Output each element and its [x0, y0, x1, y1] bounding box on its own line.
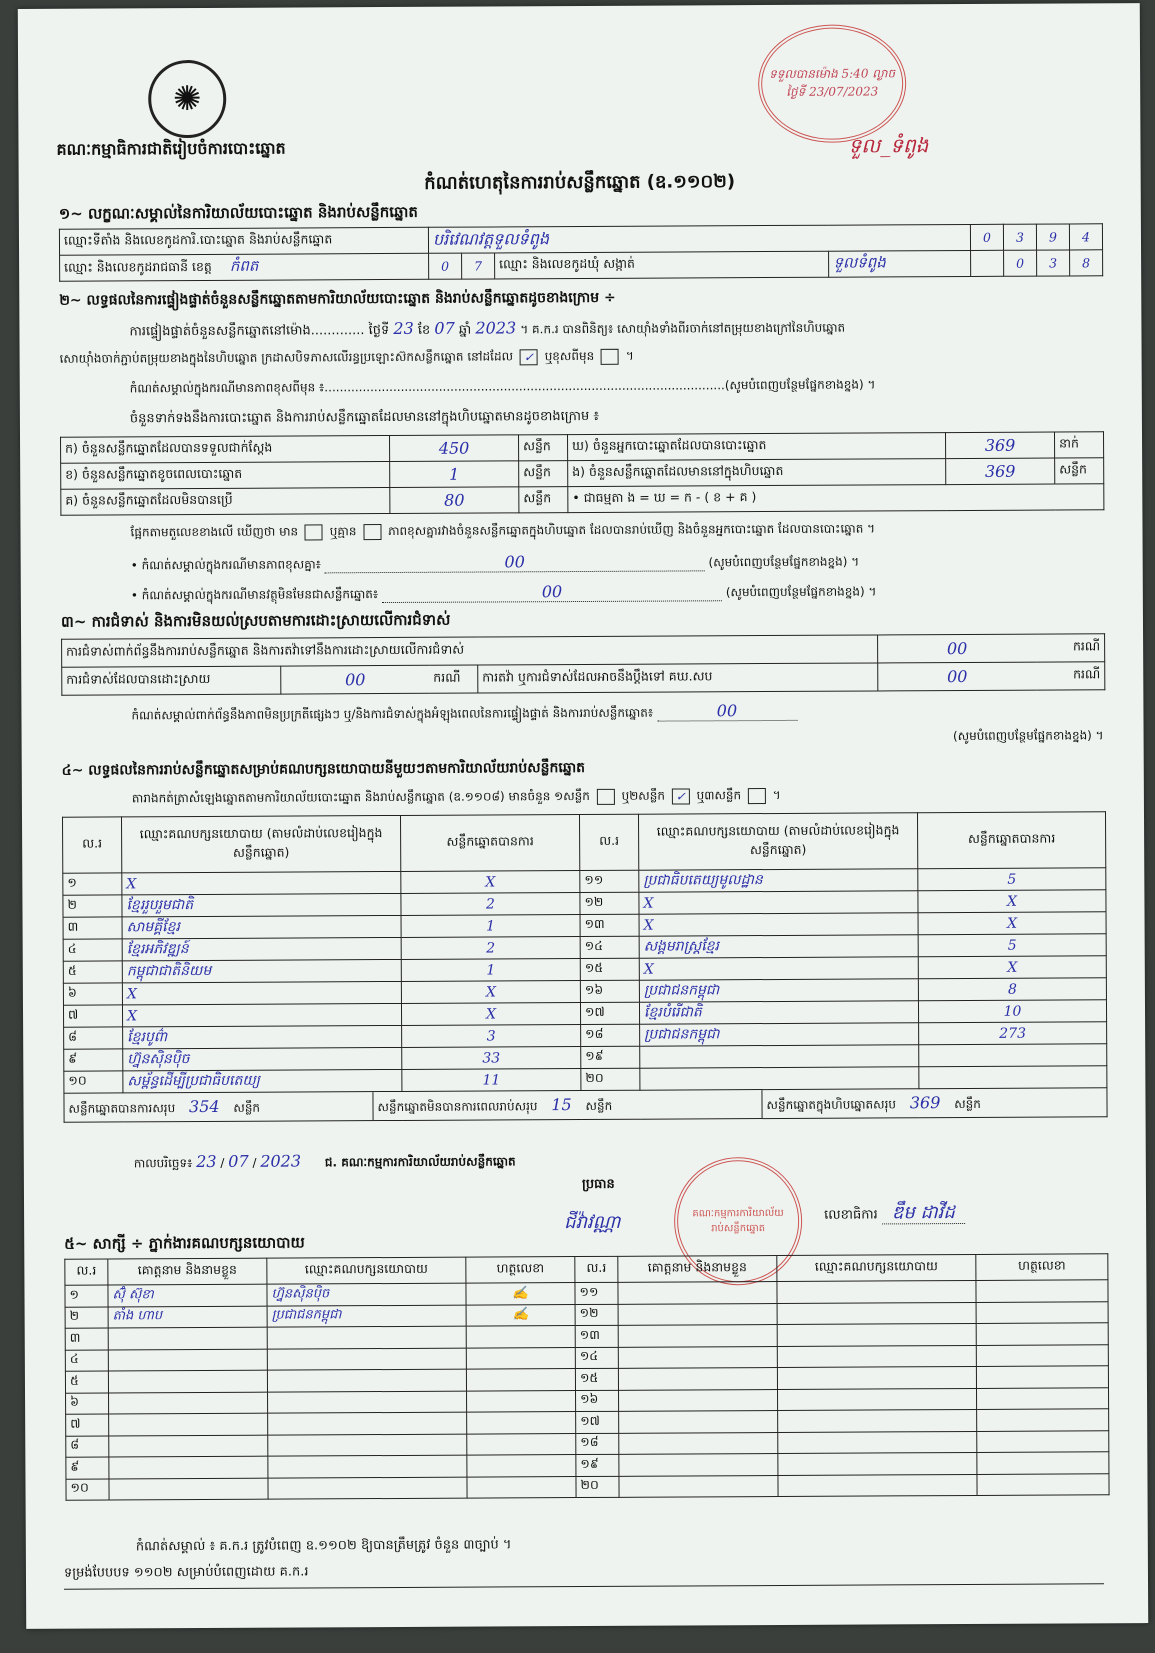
count-label: ខ) ចំនួនសន្លឹកឆ្នោតខូចពេលបោះឆ្នោត: [61, 462, 390, 490]
chair-label: ប្រធាន: [581, 1176, 615, 1193]
count-value: 450: [390, 435, 519, 462]
two-sheets-checkbox[interactable]: ✓: [672, 788, 690, 804]
witness-signature: [977, 1452, 1109, 1474]
count-unit: សន្លឹក: [519, 435, 568, 461]
witness-name: [619, 1389, 778, 1411]
party-no: ៣: [63, 917, 122, 939]
difference-note: [131, 551, 860, 576]
col-name: គោត្តនាម និងនាមខ្លួន: [108, 1258, 267, 1285]
witness-name: [109, 1392, 268, 1414]
totals-row: [64, 1088, 1107, 1122]
resolved-label: ការជំទាស់ដែលបានដោះស្រាយ: [62, 666, 281, 695]
witness-no: ១៩: [576, 1454, 619, 1476]
witness-signature: [466, 1369, 575, 1391]
witness-party: [267, 1348, 466, 1371]
party-votes: 1: [401, 959, 580, 982]
total-valid-label: សន្លឹកឆ្នោតបានការសរុប: [68, 1101, 176, 1116]
witness-no: ៩: [66, 1457, 109, 1479]
party-no: ១២: [580, 892, 639, 914]
witness-no: ១៤: [575, 1347, 618, 1369]
commune-name: ទួលទំពូង: [829, 250, 971, 277]
section2-heading: ២~ លទ្ធផលនៃការផ្ទៀងផ្ទាត់ចំនួនសន្លឹកឆ្នោតតាមការិយាល័យបោះឆ្នោត និងរាប់សន្លឹកឆ្នោតដូចខាងក្រោម ÷: [59, 289, 616, 309]
receipt-note: ទួល_ទំពូង: [848, 133, 929, 158]
verification-line-1c: ឆ្នាំ: [458, 322, 472, 338]
footer-divider: [64, 1583, 1104, 1589]
party-votes: X: [401, 981, 580, 1004]
verification-line-2-text: សោយ៉ាំងចាក់ភ្ជាប់តម្រុយខាងក្នុងនៃហិបឆ្នោត ក្រដាសបិទភាសលើរន្ធប្រឡោះស៊កសន្លឹកឆ្នោត នៅដដែល: [59, 349, 514, 366]
count-value: 1: [390, 461, 519, 488]
count-unit: សន្លឹក: [1055, 458, 1104, 484]
count-unit: សន្លឹក: [519, 487, 568, 513]
witness-signature: [467, 1390, 576, 1412]
party-votes: [919, 1066, 1107, 1089]
witness-name: [109, 1478, 268, 1500]
date-day: 23: [196, 1151, 217, 1172]
party-votes: X: [401, 871, 580, 894]
station-id-table: [59, 223, 1103, 281]
commune-code-digit: 8: [1070, 250, 1103, 276]
compare-text-c: ភាពខុសគ្នារវាងចំនួនសន្លឹកឆ្នោតក្នុងហិបឆ្នោត ដែលបានរាប់ឃើញ និងចំនួនអ្នកបោះឆ្នោត ដែលបានបោះឆ្នោត ។: [388, 521, 876, 539]
witness-signature: ✍: [466, 1304, 575, 1326]
count-label: គ) ចំនួនសន្លឹកឆ្នោតដែលមិនបានប្រើ: [61, 488, 390, 516]
witness-party: [777, 1345, 976, 1368]
party-name: X: [122, 981, 401, 1004]
secretary: [824, 1200, 965, 1228]
footer-note: កំណត់សម្គាល់ ៖ គ.ក.រ ត្រូវបំពេញ ឧ.១១០២ ឱ្យបានត្រឹមត្រូវ ចំនួន ៣ច្បាប់ ។: [135, 1537, 512, 1555]
witness-signature: [976, 1366, 1108, 1388]
resolved-value: 00: [281, 665, 430, 694]
party-no: ១៤: [580, 936, 639, 958]
formula-note: • ជាធម្មតា ង = ឃ = ក - ( ខ + គ ): [568, 484, 1104, 513]
party-name: X: [639, 913, 918, 936]
witness-name: [108, 1349, 267, 1371]
witness-party: ប្រជាជនកម្ពុជា: [267, 1305, 466, 1328]
province-label: [60, 253, 429, 281]
witness-party: [268, 1412, 467, 1435]
witness-no: ៨: [66, 1435, 109, 1457]
compare-text-a: ផ្អែកតាមតួលេខខាងលើ ឃើញថា មាន: [130, 524, 299, 540]
party-name: X: [122, 1003, 401, 1026]
witness-name: [108, 1327, 267, 1349]
party-name: កម្ពុជាជាតិនិយម: [122, 959, 401, 982]
party-no: ១០: [64, 1071, 123, 1093]
count-intro-line: ចំនួនទាក់ទងនឹងការបោះឆ្នោត និងការរាប់សន្លឹកឆ្នោតដែលមាននៅក្នុងហិបឆ្នោតមានដូចខាងក្រោម ៖: [129, 408, 600, 427]
count-unit: នាក់: [1054, 432, 1103, 458]
witness-name: [618, 1281, 777, 1303]
witness-signature: [977, 1430, 1109, 1452]
verification-line-1a: ការផ្ទៀងផ្ទាត់ចំនួនសន្លឹកឆ្នោតនៅម៉ោង............. ថ្ងៃទី: [129, 323, 390, 340]
col-no: ល.រ: [579, 814, 638, 870]
irregularity-note: [131, 701, 797, 725]
witness-table: [64, 1253, 1109, 1500]
party-no: ៥: [63, 961, 122, 983]
total-valid-value: 354: [188, 1096, 220, 1117]
party-results-table: [62, 811, 1108, 1122]
ballot-count-form: [18, 3, 1148, 1629]
irregularity-value: 00: [716, 701, 738, 721]
witness-signature: [976, 1301, 1108, 1323]
witness-signature: [977, 1473, 1109, 1495]
witness-signature: [976, 1280, 1108, 1302]
col-no: ល.រ: [62, 817, 121, 873]
difference-note-value: 00: [504, 552, 525, 572]
witness-signature: [977, 1409, 1109, 1431]
station-code-digit: 4: [1069, 224, 1102, 250]
col-sign: ហត្ថលេខា: [466, 1257, 575, 1284]
party-no: ៧: [63, 1005, 122, 1027]
receipt-stamp: [758, 24, 907, 143]
party-no: ៩: [64, 1049, 123, 1071]
count-value: 369: [946, 458, 1055, 485]
party-no: ១៣: [580, 914, 639, 936]
witness-no: ១៣: [575, 1325, 618, 1347]
witness-no: ១: [65, 1285, 108, 1307]
total-box: [762, 1088, 1106, 1118]
one-sheet-checkbox[interactable]: [597, 788, 615, 804]
foreign-object-note: [131, 580, 877, 605]
witness-party: [268, 1391, 467, 1414]
witness-name: [618, 1324, 777, 1346]
witness-signature: ✍: [466, 1283, 575, 1305]
form-title: កំណត់ហេតុនៃការរាប់សន្លឹកឆ្នោត (ឧ.១១០២): [424, 171, 736, 194]
party-votes: 10: [918, 1000, 1106, 1023]
section4-heading: ៤~ លទ្ធផលនៃការរាប់សន្លឹកឆ្នោតសម្រាប់គណបក្សនយោបាយនីមួយៗតាមការិយាល័យរាប់សន្លឹកឆ្នោត: [61, 759, 586, 779]
witness-no: ៧: [66, 1414, 109, 1436]
verify-day: 23: [393, 318, 414, 338]
witness-no: ១០: [66, 1478, 109, 1500]
party-votes: 5: [918, 868, 1106, 891]
witness-name: [618, 1346, 777, 1368]
col-no: ល.រ: [65, 1259, 108, 1285]
tally-intro: តារាងកត់ត្រាសំឡេងឆ្នោតតាមការិយាល័យបោះឆ្នោត និងរាប់សន្លឹកឆ្នោត (ឧ.១១០៨) មានចំនួន ១សន្លឹក: [131, 788, 590, 806]
party-name: សង្គមរាស្ត្រខ្មែរ: [639, 935, 918, 958]
seal-intact-checkbox[interactable]: ✓: [520, 349, 538, 365]
witness-name: [109, 1435, 268, 1457]
compare-text-b: ឬគ្មាន: [329, 524, 357, 539]
party-no: ១៦: [580, 980, 639, 1002]
witness-name: [109, 1413, 268, 1435]
witness-party: [778, 1431, 977, 1454]
appeal-value: 00: [878, 662, 1037, 691]
witness-party: [778, 1452, 977, 1475]
witness-no: ១៨: [576, 1433, 619, 1455]
total-invalid-value: 15: [551, 1095, 572, 1115]
irregularity-note-end: (សូមបំពេញបន្ថែមផ្នែកខាងខ្នង) ។: [952, 728, 1104, 744]
witness-signature: [467, 1433, 576, 1455]
witness-no: ១៧: [576, 1411, 619, 1433]
count-value: 369: [945, 432, 1054, 459]
witness-name: [619, 1453, 778, 1475]
party-votes: 2: [401, 893, 580, 916]
col-party: ឈ្មោះគណបក្សនយោបាយ (តាមលំដាប់លេខរៀងក្នុងសន្លឹកឆ្នោត): [638, 813, 917, 870]
count-label: ង) ចំនួនសន្លឹកឆ្នោតដែលមាននៅក្នុងហិបឆ្នោត: [568, 459, 946, 487]
witness-party: [778, 1474, 977, 1497]
station-name-label: ឈ្មោះទីតាំង និងលេខកូដការិ.បោះឆ្នោត និងរាប់សន្លឹកឆ្នោត: [59, 227, 428, 255]
commune-code-digit: 3: [1037, 250, 1070, 276]
no-difference-checkbox[interactable]: [363, 524, 381, 540]
witness-party: ហ្វ៊ុនស៊ិនប៉ិច: [267, 1283, 466, 1306]
verification-line-1b: ខែ: [417, 322, 431, 338]
party-votes: X: [918, 912, 1106, 935]
tally-sheet-line: [132, 787, 781, 808]
witness-no: ៦: [66, 1392, 109, 1414]
party-name: ខ្មែរបំរើជាតិ: [639, 1001, 918, 1024]
party-no: ៨: [64, 1027, 123, 1049]
total-box-value: 369: [909, 1093, 941, 1113]
difference-note-field: [325, 551, 705, 573]
witness-party: [268, 1477, 467, 1500]
party-votes: 2: [401, 937, 580, 960]
section5-heading: ៥~ សាក្សី ÷ ភ្នាក់ងារគណបក្សនយោបាយ: [64, 1233, 305, 1253]
col-party: ឈ្មោះគណបក្សនយោបាយ (តាមលំដាប់លេខរៀងក្នុងសន្លឹកឆ្នោត): [121, 815, 400, 872]
party-no: ១៨: [581, 1024, 640, 1046]
royal-crest-icon: ✺: [148, 60, 226, 138]
date-label: កាលបរិច្ឆេទ៖: [133, 1156, 193, 1171]
verify-year: 2023: [475, 318, 517, 338]
commission-name: គណៈកម្មាធិការជាតិរៀបចំការបោះឆ្នោត: [56, 138, 286, 159]
witness-name: [619, 1475, 778, 1497]
witness-party: [777, 1280, 976, 1303]
party-votes: 3: [402, 1025, 581, 1048]
party-name: ខ្មែររួបរួមជាតិ: [122, 893, 401, 916]
three-sheets-label: ឬ៣សន្លឹក: [696, 788, 742, 803]
difference-note-line: កំណត់សម្គាល់ក្នុងករណីមានភាពខុសពីមុន ៖.........................................................................................................(សូមបំពេញបន្ថែមផ្នែកខាងខ្នង) ។: [129, 377, 876, 396]
witness-signature: [466, 1326, 575, 1348]
party-votes: X: [401, 1003, 580, 1026]
station-code-digit: 0: [970, 224, 1003, 250]
col-votes: សន្លឹកឆ្នោតបានការ: [400, 815, 579, 872]
witness-party: [778, 1388, 977, 1411]
secretary-label: លេខាធិការ: [824, 1207, 878, 1223]
party-name: សាមគ្គីខ្មែរ: [122, 915, 401, 938]
province-code-digit: 0: [429, 253, 462, 279]
date-year: 2023: [260, 1151, 302, 1171]
party-votes: X: [918, 956, 1106, 979]
party-votes: 11: [402, 1069, 581, 1092]
witness-no: ៣: [65, 1328, 108, 1350]
party-name: [640, 1067, 919, 1090]
foreign-object-field: [382, 581, 722, 603]
difference-note-label: • កំណត់សម្គាល់ក្នុងករណីមានភាពខុសគ្នា៖: [130, 557, 321, 573]
objections-value: 00: [878, 634, 1037, 663]
witness-party: [267, 1369, 466, 1392]
party-no: ៤: [63, 939, 122, 961]
count-label: ឃ) ចំនួនអ្នកបោះឆ្នោតដែលបានបោះឆ្នោត: [568, 433, 946, 461]
witness-signature: [467, 1455, 576, 1477]
verification-line-1: [129, 317, 845, 343]
total-valid: [64, 1092, 373, 1122]
witness-no: ៥: [65, 1371, 108, 1393]
party-name: សម្ព័ន្ធដើម្បីប្រជាធិបតេយ្យ: [123, 1069, 402, 1092]
witness-party: [777, 1366, 976, 1389]
blank-cell: [971, 250, 1004, 276]
verification-line-1d: ។ គ.ក.រ បានពិនិត្យ៖ សោយ៉ាំងទាំងពីរចាក់នៅតម្រុយខាងក្រៅនៃហិបឆ្នោត: [520, 320, 846, 337]
witness-name: [109, 1456, 268, 1478]
witness-no: ១៦: [576, 1390, 619, 1412]
difference-note-end: (សូមបំពេញបន្ថែមផ្នែកខាងខ្នង) ។: [708, 554, 860, 570]
party-name: ប្រជាធិបតេយ្យមូលដ្ឋាន: [639, 869, 918, 892]
party-name: ប្រជាជនកម្ពុជា: [639, 979, 918, 1002]
two-sheets-label: ឬ២សន្លឹក: [621, 788, 665, 803]
irregularity-label: កំណត់សម្គាល់ពាក់ព័ន្ធនឹងភាពមិនប្រក្រតីផ្សេងៗ ឬ/និងការជំទាស់ក្នុងអំឡុងពេលនៃការផ្ទៀងផ្ទាត់ និងការរាប់សន្លឹកឆ្នោត៖: [131, 705, 654, 723]
province-name: កំពត: [229, 256, 259, 275]
party-name: ខ្មែរអភិវឌ្ឍន៍: [122, 937, 401, 960]
foreign-object-value: 00: [541, 582, 563, 602]
party-no: ៦: [63, 983, 122, 1005]
party-no: ២: [63, 895, 122, 917]
count-table: [60, 431, 1104, 515]
total-invalid: [373, 1090, 762, 1120]
count-unit: សន្លឹក: [519, 461, 568, 487]
section3-heading: ៣~ ការជំទាស់ និងការមិនយល់ស្របតាមការដោះស្រាយលើការជំទាស់: [60, 610, 451, 631]
total-invalid-label: សន្លឹកឆ្នោតមិនបានការពេលរាប់សរុប: [377, 1099, 538, 1115]
date-month: 07: [228, 1151, 249, 1171]
station-code-digit: 9: [1036, 224, 1069, 250]
witness-no: ៤: [65, 1349, 108, 1371]
changed-label: ឬខុសពីមុន: [544, 348, 595, 364]
section1-heading: ១~ លក្ខណៈសម្គាល់នៃការិយាល័យបោះឆ្នោត និងរាប់សន្លឹកឆ្នោត: [58, 202, 418, 223]
verify-month: 07: [434, 318, 455, 338]
witness-party: [268, 1434, 467, 1457]
commune-code-digit: 0: [1004, 250, 1037, 276]
witness-name: ស៊ុំ ស៊ុខា: [108, 1284, 267, 1306]
verification-line-2-end: ។: [625, 348, 634, 363]
witness-name: [108, 1370, 267, 1392]
foreign-object-label: • កំណត់សម្គាល់ក្នុងករណីមានវត្ថុមិនមែនជាសន្លឹកឆ្នោត៖: [130, 587, 379, 603]
witness-no: ១១: [575, 1282, 618, 1304]
total-box-label: សន្លឹកឆ្នោតក្នុងហិបឆ្នោតសរុប: [766, 1097, 897, 1113]
witness-name: [619, 1410, 778, 1432]
party-name: X: [639, 891, 918, 914]
party-votes: 8: [918, 978, 1106, 1001]
party-no: ២០: [581, 1068, 640, 1090]
witness-signature: [977, 1387, 1109, 1409]
total-box-unit: សន្លឹក: [954, 1096, 981, 1112]
committee-label: ជ. គណៈកម្មការការិយាល័យរាប់សន្លឹកឆ្នោត: [324, 1154, 516, 1170]
col-votes: សន្លឹកឆ្នោតបានការ: [917, 812, 1105, 869]
party-name: ប្រជាជនកម្ពុជា: [640, 1023, 919, 1046]
objections-unit: ករណី: [1036, 634, 1105, 662]
three-sheets-checkbox[interactable]: [748, 788, 766, 804]
receipt-stamp-text: ទទួលបានម៉ោង 5:40 ល្ងាច ថ្ងៃទី 23/07/2023: [769, 66, 896, 99]
col-party: ឈ្មោះគណបក្សនយោបាយ: [777, 1254, 976, 1281]
appeal-label: ការតវ៉ា ឬការជំទាស់ដែលអាចនឹងប្តឹងទៅ គឃ.សប: [478, 663, 878, 693]
verification-line-2: [60, 348, 634, 369]
witness-name: [619, 1432, 778, 1454]
party-name: ខ្មែរបូព៌ា: [123, 1025, 402, 1048]
signoff-date: កាលបរិច្ឆេទ៖ 23 / 07 / 2023 ជ. គណៈកម្មការការិយាល័យរាប់សន្លឹកឆ្នោត: [133, 1151, 516, 1172]
chair-signature: ជីវ៉ាវណ្ណា: [564, 1211, 621, 1234]
total-invalid-unit: សន្លឹក: [585, 1098, 613, 1113]
party-no: ១១: [580, 870, 639, 892]
party-votes: 273: [919, 1022, 1107, 1045]
party-name: X: [639, 957, 918, 980]
col-no: ល.រ: [575, 1256, 618, 1282]
witness-name: [618, 1303, 777, 1325]
witness-party: [778, 1409, 977, 1432]
seal-changed-checkbox[interactable]: [601, 348, 619, 364]
witness-name: តាំង ហាប: [108, 1306, 267, 1328]
witness-signature: [467, 1476, 576, 1498]
objections-table: [61, 633, 1105, 695]
witness-no: ២: [65, 1306, 108, 1328]
party-no: ១៩: [581, 1046, 640, 1068]
station-name-value: បរិវេណវត្តទួលទំពូង: [428, 224, 970, 253]
party-no: ១៧: [580, 1002, 639, 1024]
party-name: ហ្វ៊ុនស៊ិនប៉ិច: [123, 1047, 402, 1070]
province-code-digit: 7: [462, 253, 495, 279]
witness-no: ១២: [575, 1304, 618, 1326]
party-no: ១: [63, 873, 122, 895]
count-label: ក) ចំនួនសន្លឹកឆ្នោតដែលបានទទួលជាក់ស្តែង: [61, 436, 390, 464]
tally-intro-end: ។: [772, 787, 781, 803]
party-votes: [919, 1044, 1107, 1067]
resolved-unit: ករណី: [429, 665, 478, 693]
count-value: 80: [390, 487, 519, 514]
compare-line: [130, 520, 875, 542]
witness-party: [268, 1455, 467, 1478]
irregularity-field: [657, 701, 797, 722]
col-sign: ហត្ថលេខា: [976, 1254, 1108, 1281]
witness-no: ១៥: [575, 1368, 618, 1390]
witness-party: [777, 1323, 976, 1346]
official-seal-text: គណៈកម្មការការិយាល័យរាប់សន្លឹកឆ្នោត: [692, 1207, 784, 1235]
witness-party: [267, 1326, 466, 1349]
commune-label: ឈ្មោះ និងលេខកូដឃុំ សង្កាត់: [495, 251, 829, 279]
party-votes: 33: [402, 1047, 581, 1070]
witness-no: ២០: [576, 1476, 619, 1498]
party-votes: 5: [918, 934, 1106, 957]
party-name: X: [122, 871, 401, 894]
has-difference-checkbox[interactable]: [305, 524, 323, 540]
witness-signature: [466, 1347, 575, 1369]
province-label-text: ឈ្មោះ និងលេខកូដរាជធានី ខេត្ត: [64, 258, 212, 275]
party-no: ១៥: [580, 958, 639, 980]
appeal-unit: ករណី: [1036, 662, 1105, 690]
party-votes: X: [918, 890, 1106, 913]
total-valid-unit: សន្លឹក: [233, 1100, 261, 1115]
witness-name: [618, 1367, 777, 1389]
witness-signature: [976, 1323, 1108, 1345]
form-reference: ទម្រង់បែបបទ ១១០២ សម្រាប់បំពេញដោយ គ.ក.រ: [63, 1564, 309, 1581]
foreign-object-end: (សូមបំពេញបន្ថែមផ្នែកខាងខ្នង) ។: [725, 584, 877, 600]
party-name: [640, 1045, 919, 1068]
witness-row: [66, 1473, 1109, 1500]
col-name: គោត្តនាម និងនាមខ្លួន: [618, 1255, 777, 1282]
secretary-signature: ឌឹម ដាវីដ: [882, 1202, 965, 1224]
station-code-digit: 3: [1003, 224, 1036, 250]
objections-label: ការជំទាស់ពាក់ព័ន្ធនឹងការរាប់សន្លឹកឆ្នោត និងការតវ៉ាទៅនឹងការដោះស្រាយលើការជំទាស់: [62, 635, 878, 667]
witness-signature: [976, 1344, 1108, 1366]
party-votes: 1: [401, 915, 580, 938]
witness-party: [777, 1302, 976, 1325]
col-party: ឈ្មោះគណបក្សនយោបាយ: [267, 1257, 466, 1284]
witness-signature: [467, 1412, 576, 1434]
